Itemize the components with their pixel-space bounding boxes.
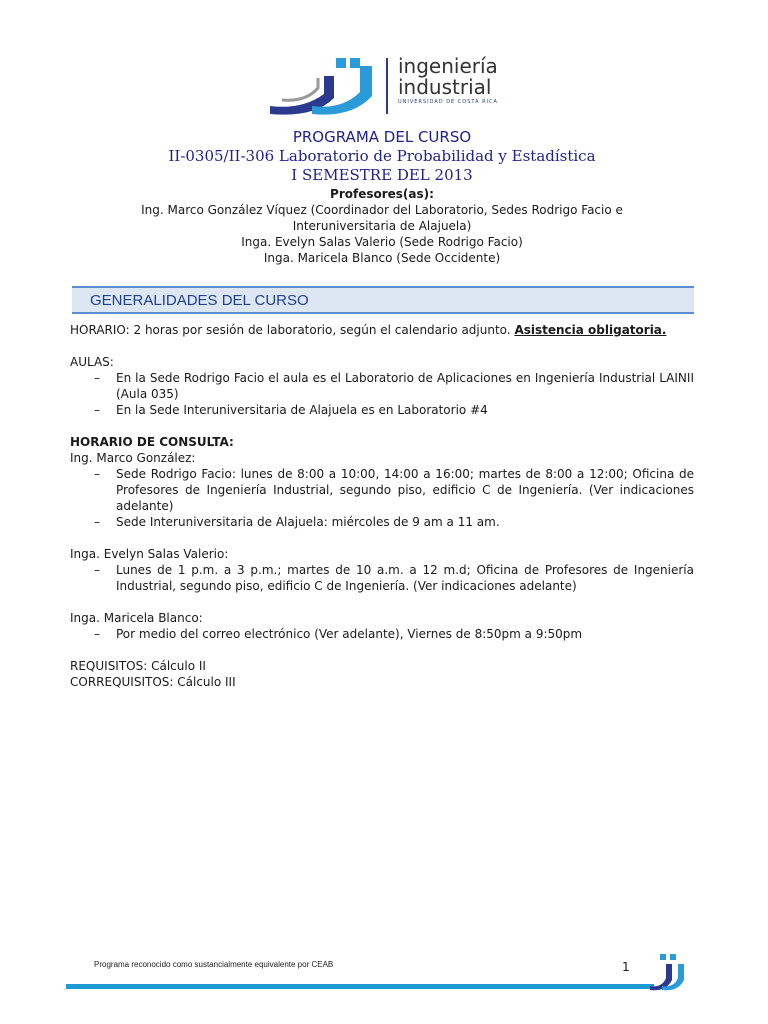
ingenieria-industrial-logo bbox=[262, 48, 522, 122]
aula-item: – En la Sede Interuniversitaria de Alajuela es en Laboratorio #4 bbox=[70, 402, 694, 418]
asistencia-obligatoria: Asistencia obligatoria. bbox=[514, 323, 667, 337]
requisitos: REQUISITOS: Cálculo II bbox=[70, 659, 206, 673]
consulta-item: – Sede Rodrigo Facio: lunes de 8:00 a 10:00, 14:00 a 16:00; martes de 8:00 a 12:00; Oficina de Profesores de Ingeniería Industrial, segundo piso, edificio C de Ingeniería. (Ver indicaciones adelante) bbox=[70, 466, 694, 514]
program-title: PROGRAMA DEL CURSO bbox=[292, 128, 472, 146]
horario-paragraph bbox=[70, 322, 694, 338]
professor-name: Inga. Maricela Blanco: bbox=[70, 611, 203, 625]
section-header bbox=[72, 286, 694, 314]
professor-line: Inga. Evelyn Salas Valerio (Sede Rodrigo Facio) bbox=[241, 235, 523, 249]
section-title: GENERALIDADES DEL CURSO bbox=[90, 292, 309, 309]
correquisitos: CORREQUISITOS: Cálculo III bbox=[70, 675, 236, 689]
course-header bbox=[70, 128, 694, 266]
aulas-title: AULAS: bbox=[70, 355, 114, 369]
logo-tagline: UNIVERSIDAD DE COSTA RICA bbox=[398, 99, 498, 105]
footer-divider bbox=[66, 984, 654, 989]
professor-name: Inga. Evelyn Salas Valerio: bbox=[70, 547, 229, 561]
professor-line: Inga. Maricela Blanco (Sede Occidente) bbox=[263, 251, 501, 265]
professor-line: Interuniversitaria de Alajuela) bbox=[292, 219, 472, 233]
consulta-title: HORARIO DE CONSULTA: bbox=[70, 435, 234, 449]
footer-logo-icon bbox=[648, 952, 686, 992]
consulta-item: – Por medio del correo electrónico (Ver adelante), Viernes de 8:50pm a 9:50pm bbox=[70, 626, 694, 642]
consulta-item: – Lunes de 1 p.m. a 3 p.m.; martes de 10 a.m. a 12 m.d; Oficina de Profesores de Ingeniería Industrial, segundo piso, edificio C de Ingeniería. (Ver indicaciones adelante) bbox=[70, 562, 694, 594]
professor-name: Ing. Marco González: bbox=[70, 451, 196, 465]
aula-item: – En la Sede Rodrigo Facio el aula es el Laboratorio de Aplicaciones en Ingeniería Industrial LAINII (Aula 035) bbox=[70, 370, 694, 402]
course-title: II-0305/II-306 Laboratorio de Probabilidad y Estadística bbox=[168, 147, 596, 165]
horario-text: HORARIO: 2 horas por sesión de laboratorio, según el calendario adjunto. bbox=[70, 323, 515, 337]
page-number: 1 bbox=[622, 960, 630, 974]
logo-line1: ingeniería bbox=[398, 54, 498, 78]
semester-title: I SEMESTRE DEL 2013 bbox=[291, 166, 473, 184]
consulta-item: – Sede Interuniversitaria de Alajuela: miércoles de 9 am a 11 am. bbox=[70, 514, 694, 530]
course-details bbox=[70, 322, 694, 690]
professors-title: Profesores(as): bbox=[330, 187, 434, 201]
logo-line2: industrial bbox=[398, 75, 492, 99]
professor-line: Ing. Marco González Víquez (Coordinador del Laboratorio, Sedes Rodrigo Facio e bbox=[141, 203, 623, 217]
footer-note: Programa reconocido como sustancialmente equivalente por CEAB bbox=[94, 960, 334, 969]
